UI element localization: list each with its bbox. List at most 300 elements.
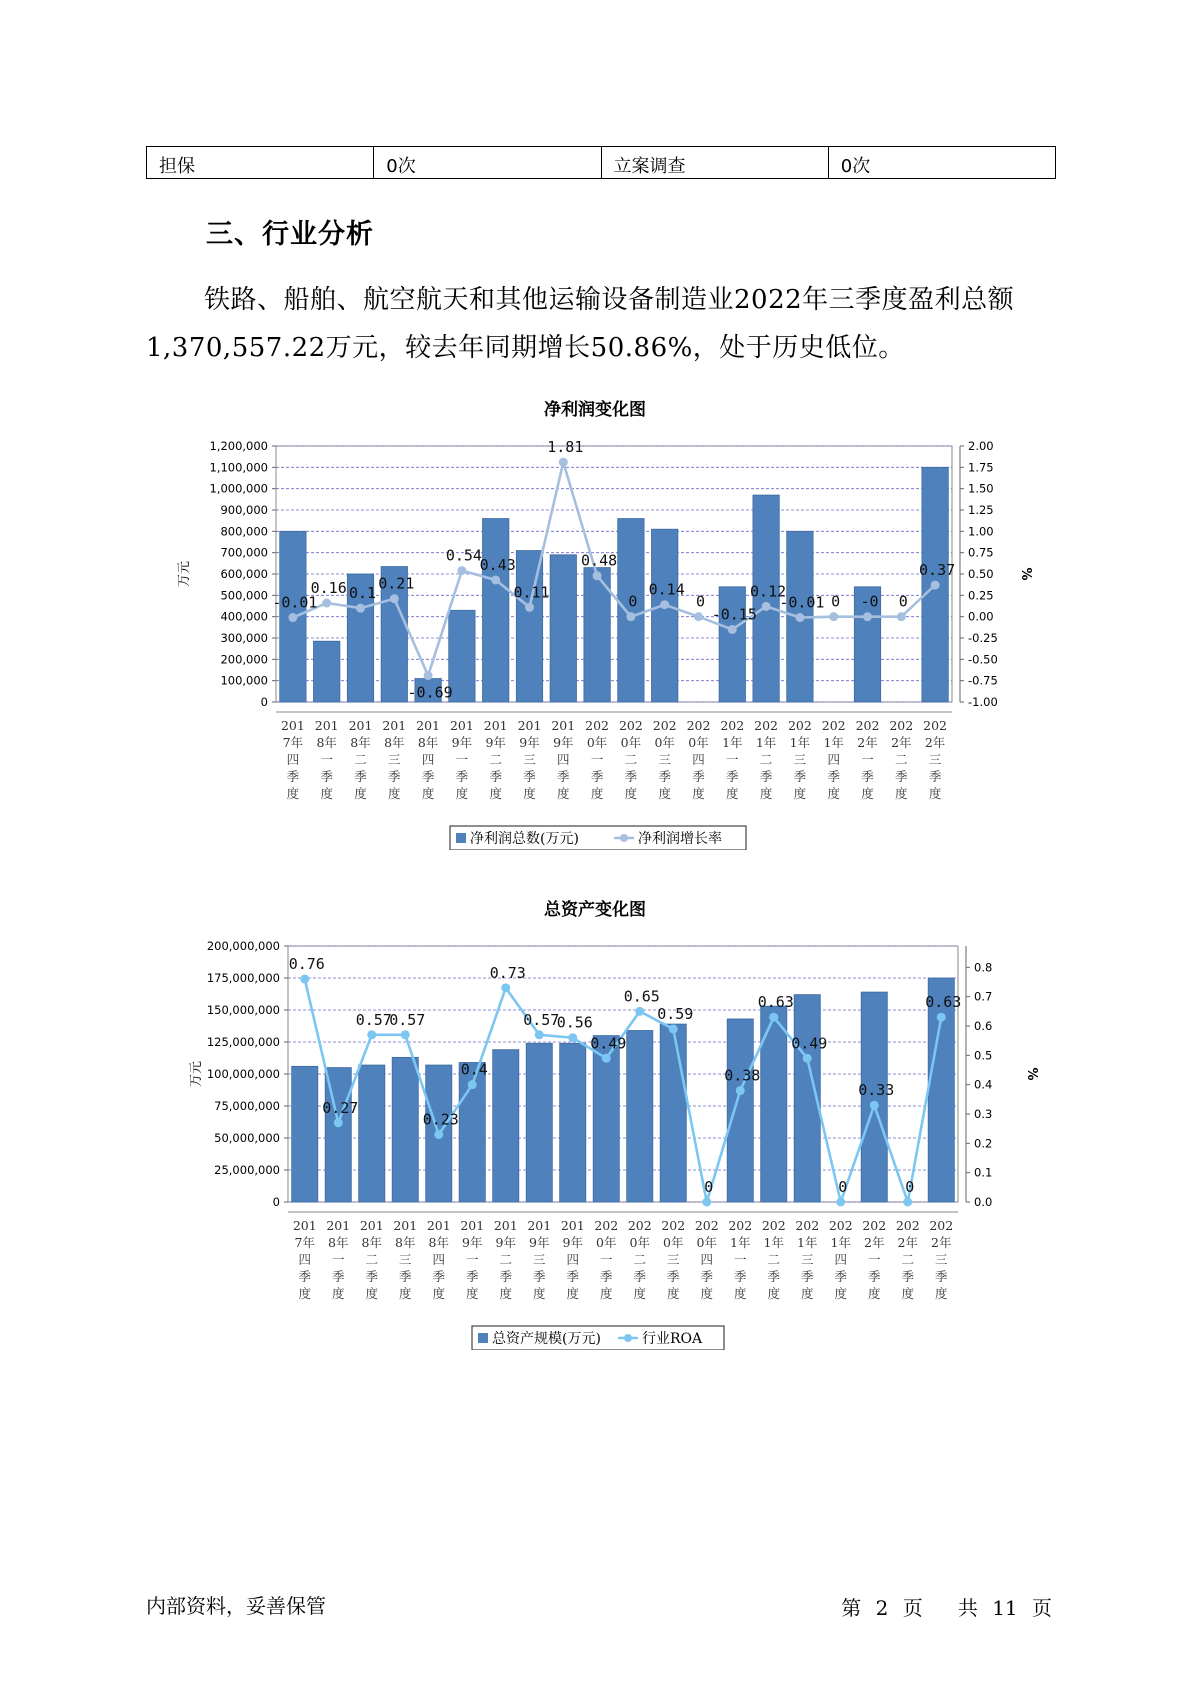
x-tick-label: 二 [489, 752, 502, 767]
x-tick-label: 0年 [696, 1235, 717, 1250]
line-point [568, 1033, 577, 1042]
bar [550, 555, 576, 702]
total-assets-chart [0, 890, 1191, 1350]
x-tick-label: 季 [624, 769, 638, 784]
x-tick-label: 四 [557, 752, 570, 767]
line-point [593, 571, 602, 580]
x-tick-label: 季 [800, 1269, 814, 1284]
line-point [836, 1198, 845, 1207]
y-axis-title: 万元 [177, 560, 192, 588]
data-label: 0.37 [919, 561, 956, 580]
x-tick-label: 季 [901, 1269, 915, 1284]
x-tick-label: 一 [599, 1252, 613, 1267]
x-tick-label: 度 [726, 786, 739, 801]
x-tick-label: 202 [923, 718, 948, 733]
x-tick-label: 8年 [384, 735, 405, 750]
x-tick-label: 四 [432, 1252, 446, 1267]
x-tick-label: 1年 [755, 735, 777, 750]
x-tick-label: 度 [692, 786, 705, 801]
y-tick-label: 600,000 [220, 567, 268, 581]
x-tick-label: 0年 [688, 735, 709, 750]
y-tick-label: 500,000 [220, 588, 268, 603]
x-tick-label: 7年 [294, 1235, 315, 1250]
x-tick-label: 季 [320, 769, 333, 784]
data-label: 0 [898, 592, 908, 611]
y2-tick-label: 0.50 [968, 567, 994, 581]
net-profit-chart [0, 390, 1191, 850]
total-prefix: 共 [957, 1596, 978, 1620]
x-tick-label: 一 [861, 752, 874, 767]
line-point [635, 1007, 644, 1016]
x-tick-label: 度 [733, 1286, 747, 1301]
x-tick-label: 201 [393, 1218, 418, 1233]
x-tick-label: 202 [627, 1218, 652, 1233]
x-tick-label: 季 [633, 1269, 647, 1284]
x-tick-label: 季 [928, 769, 942, 784]
y-tick-label: 200,000 [220, 652, 268, 667]
line-point [401, 1030, 410, 1039]
x-tick-label: 201 [382, 718, 407, 733]
section-paragraph: 铁路、船舶、航空航天和其他运输设备制造业2022年三季度盈利总额1,370,557.22万元，较去年同期增长50.86%，处于历史低位。 [146, 285, 1015, 363]
x-tick-label: 202 [787, 718, 812, 733]
x-tick-label: 二 [354, 752, 367, 767]
x-tick-label: 一 [867, 1252, 881, 1267]
data-label: 0 [838, 1178, 848, 1196]
x-tick-label: 度 [354, 786, 367, 801]
x-tick-label: 202 [895, 1218, 920, 1233]
legend-bar-label: 总资产规模(万元) [492, 1331, 601, 1347]
x-tick-label: 一 [590, 752, 604, 767]
data-label: 0.57 [355, 1010, 392, 1029]
line-point [525, 603, 534, 612]
data-label: 0.56 [556, 1013, 593, 1032]
data-label: 0.63 [925, 993, 962, 1012]
line-point [468, 1080, 477, 1089]
line-point [769, 1013, 778, 1022]
data-label: 0 [704, 1178, 714, 1196]
data-label: 0.21 [378, 574, 415, 593]
y2-tick-label: -0.75 [968, 673, 998, 688]
x-tick-label: 度 [532, 1286, 546, 1301]
line-point [762, 602, 771, 611]
x-tick-label: 202 [761, 1218, 786, 1233]
data-label: 0 [831, 592, 841, 611]
y-tick-label: 0 [260, 695, 268, 709]
x-tick-label: 季 [532, 1269, 546, 1284]
line-point [491, 575, 500, 584]
bar [392, 1057, 418, 1202]
x-tick-label: 2年 [864, 1235, 885, 1250]
table-cell-value-guarantee: 0次 [374, 147, 601, 179]
bar [314, 641, 340, 702]
x-tick-label: 201 [314, 718, 339, 733]
line-point [931, 581, 940, 590]
line-point [434, 1130, 443, 1139]
x-tick-label: 201 [560, 1218, 585, 1233]
x-tick-label: 三 [398, 1252, 412, 1267]
x-tick-label: 季 [590, 769, 604, 784]
y2-axis-title: % [1024, 1067, 1039, 1081]
x-tick-label: 度 [658, 786, 671, 801]
x-tick-label: 二 [365, 1252, 379, 1267]
line-point [728, 625, 737, 634]
x-tick-label: 201 [460, 1218, 485, 1233]
section-title: 三、行业分析 [206, 219, 374, 250]
data-label: -0.15 [711, 605, 757, 624]
x-tick-label: 四 [700, 1252, 714, 1267]
x-tick-label: 1年 [789, 735, 811, 750]
x-tick-label: 202 [686, 718, 711, 733]
x-tick-label: 季 [523, 769, 536, 784]
data-label: 0.63 [757, 993, 794, 1012]
x-tick-label: 1年 [722, 735, 743, 750]
total-unit: 页 [1032, 1596, 1052, 1620]
line-point [334, 1118, 343, 1127]
y-tick-label: 150,000,000 [206, 1003, 280, 1017]
x-tick-label: 202 [754, 718, 779, 733]
x-tick-label: 三 [934, 1252, 948, 1267]
data-label: 0.54 [445, 546, 482, 565]
y-tick-label: 75,000,000 [214, 1099, 280, 1113]
x-tick-label: 201 [483, 718, 508, 733]
table-cell-label-guarantee: 担保 [147, 147, 374, 179]
x-tick-label: 度 [455, 786, 469, 801]
bar [560, 1043, 586, 1202]
data-label: 0.57 [389, 1010, 426, 1029]
x-tick-label: 9年 [495, 1235, 516, 1250]
table-cell-label-investigation: 立案调查 [601, 147, 828, 179]
x-tick-label: 季 [432, 1269, 446, 1284]
x-tick-label: 0年 [620, 735, 642, 750]
x-tick-label: 2年 [897, 1235, 918, 1250]
x-tick-label: 度 [895, 786, 908, 801]
line-point [897, 612, 906, 621]
x-tick-label: 季 [388, 769, 401, 784]
x-tick-label: 9年 [519, 735, 540, 750]
x-tick-label: 202 [862, 1218, 887, 1233]
x-tick-label: 8年 [328, 1235, 349, 1250]
x-tick-label: 1年 [823, 735, 844, 750]
x-tick-label: 度 [320, 786, 333, 801]
x-tick-label: 0年 [586, 735, 608, 750]
x-tick-label: 9年 [529, 1235, 550, 1250]
x-tick-label: 三 [928, 752, 942, 767]
x-tick-label: 一 [455, 752, 469, 767]
x-tick-label: 季 [895, 769, 908, 784]
page-prefix: 第 [841, 1596, 862, 1620]
x-tick-label: 四 [692, 752, 705, 767]
x-tick-label: 202 [795, 1218, 820, 1233]
x-tick-label: 季 [658, 769, 671, 784]
y2-tick-label: -0.25 [968, 631, 998, 645]
x-tick-label: 三 [388, 752, 401, 767]
y-tick-label: 1,200,000 [209, 439, 268, 453]
y-tick-label: 100,000 [220, 673, 268, 688]
x-tick-label: 季 [499, 1269, 513, 1284]
line-point [322, 599, 331, 608]
x-tick-label: 201 [326, 1218, 351, 1233]
x-tick-label: 季 [692, 769, 705, 784]
x-tick-label: 季 [666, 1269, 680, 1284]
x-tick-label: 202 [652, 718, 677, 733]
bar [727, 1019, 753, 1202]
chart-title: 净利润变化图 [544, 400, 646, 420]
line-point [803, 1054, 812, 1063]
chart-title: 总资产变化图 [544, 900, 646, 920]
y-tick-label: 1,100,000 [209, 460, 268, 475]
y-tick-label: 175,000,000 [206, 971, 280, 985]
data-label: 0.43 [479, 555, 516, 574]
legend-bar-swatch [456, 833, 466, 843]
x-tick-label: 度 [767, 1286, 781, 1301]
x-tick-label: 季 [793, 769, 807, 784]
bar [359, 1065, 385, 1202]
x-tick-label: 季 [599, 1269, 613, 1284]
line-point [937, 1013, 946, 1022]
y2-tick-label: 1.00 [968, 524, 994, 539]
x-tick-label: 季 [398, 1269, 412, 1284]
y2-tick-label: 0.00 [968, 609, 994, 624]
y2-tick-label: 0.0 [974, 1195, 993, 1209]
line-point [870, 1101, 879, 1110]
line-point [535, 1030, 544, 1039]
x-tick-label: 202 [728, 1218, 753, 1233]
x-tick-label: 三 [800, 1252, 814, 1267]
y2-tick-label: 0.5 [974, 1048, 993, 1063]
x-tick-label: 2年 [891, 735, 912, 750]
data-label: 0.73 [489, 963, 526, 982]
x-tick-label: 度 [934, 1286, 948, 1301]
x-tick-label: 度 [700, 1286, 714, 1301]
x-tick-label: 202 [594, 1218, 619, 1233]
x-tick-label: 2年 [857, 735, 878, 750]
x-tick-label: 度 [398, 1286, 412, 1301]
x-tick-label: 度 [800, 1286, 814, 1301]
table-row [147, 147, 1056, 179]
x-tick-label: 202 [828, 1218, 853, 1233]
x-tick-label: 季 [759, 769, 773, 784]
x-tick-label: 8年 [316, 735, 337, 750]
data-label: -0.01 [272, 593, 318, 612]
x-tick-label: 季 [700, 1269, 714, 1284]
data-label: 0.4 [460, 1060, 488, 1079]
x-tick-label: 201 [426, 1218, 451, 1233]
data-label: 0.33 [858, 1081, 895, 1100]
x-tick-label: 1年 [830, 1235, 851, 1250]
line-point [602, 1054, 611, 1063]
x-tick-label: 二 [895, 752, 908, 767]
x-tick-label: 季 [733, 1269, 747, 1284]
x-tick-label: 度 [834, 1286, 848, 1301]
x-tick-label: 四 [834, 1252, 848, 1267]
data-label: 0.1 [348, 584, 377, 603]
legend-bar-swatch [478, 1333, 488, 1343]
data-label: -0.69 [407, 683, 453, 702]
x-tick-label: 1年 [797, 1235, 818, 1250]
x-tick-label: 度 [421, 786, 435, 801]
y-tick-label: 700,000 [220, 545, 268, 560]
x-tick-label: 202 [720, 718, 745, 733]
line-point [501, 983, 510, 992]
x-tick-label: 8年 [350, 735, 371, 750]
x-tick-label: 度 [590, 786, 604, 801]
x-tick-label: 201 [493, 1218, 518, 1233]
x-tick-label: 0年 [654, 735, 675, 750]
x-tick-label: 季 [566, 1269, 580, 1284]
x-tick-label: 202 [855, 718, 880, 733]
y-tick-label: 800,000 [220, 524, 268, 539]
x-tick-label: 度 [666, 1286, 680, 1301]
line-point [626, 612, 635, 621]
x-tick-label: 四 [566, 1252, 580, 1267]
line-point [829, 612, 838, 621]
x-tick-label: 季 [726, 769, 739, 784]
line-point [736, 1086, 745, 1095]
line-point [356, 604, 365, 613]
y-tick-label: 900,000 [220, 503, 268, 517]
x-tick-label: 度 [286, 786, 300, 801]
bar [928, 978, 954, 1202]
data-label: 0 [905, 1178, 915, 1196]
x-tick-label: 202 [585, 718, 610, 733]
line-point [367, 1030, 376, 1039]
x-tick-label: 度 [793, 786, 807, 801]
total-num: 11 [992, 1596, 1018, 1620]
page-unit: 页 [902, 1596, 923, 1620]
x-tick-label: 四 [421, 752, 435, 767]
y-tick-label: 200,000,000 [206, 939, 280, 953]
x-tick-label: 季 [331, 1269, 345, 1284]
y2-tick-label: 0.75 [968, 545, 994, 560]
x-tick-label: 一 [320, 752, 333, 767]
x-tick-label: 二 [633, 1252, 647, 1267]
data-label: 0.49 [791, 1034, 828, 1053]
x-tick-label: 8年 [417, 735, 439, 750]
x-tick-label: 度 [861, 786, 874, 801]
data-label: 0.23 [422, 1110, 459, 1129]
x-tick-label: 二 [901, 1252, 915, 1267]
data-label: 0.49 [590, 1034, 627, 1053]
bar [719, 587, 745, 702]
x-tick-label: 8年 [395, 1235, 416, 1250]
x-tick-label: 度 [298, 1286, 312, 1301]
y2-tick-label: 0.8 [974, 960, 993, 975]
x-tick-label: 201 [280, 718, 305, 733]
x-tick-label: 度 [566, 1286, 580, 1301]
y2-tick-label: 0.1 [974, 1165, 993, 1180]
data-label: -0.01 [779, 593, 825, 612]
y-tick-label: 300,000 [220, 631, 268, 645]
table-cell-value-investigation: 0次 [828, 147, 1055, 179]
bar [493, 1050, 519, 1202]
x-tick-label: 9年 [562, 1235, 583, 1250]
x-tick-label: 2年 [931, 1235, 952, 1250]
x-tick-label: 201 [517, 718, 542, 733]
y-tick-label: 100,000,000 [206, 1067, 280, 1081]
x-tick-label: 201 [416, 718, 441, 733]
x-tick-label: 季 [767, 1269, 781, 1284]
x-tick-label: 三 [793, 752, 807, 767]
x-tick-label: 度 [759, 786, 773, 801]
bar [627, 1030, 653, 1202]
x-tick-label: 201 [551, 718, 576, 733]
x-tick-label: 9年 [451, 735, 473, 750]
line-point [903, 1198, 912, 1207]
x-tick-label: 9年 [462, 1235, 483, 1250]
x-tick-label: 202 [889, 718, 914, 733]
total-assets-chart-svg [0, 890, 1191, 1350]
x-tick-label: 四 [286, 752, 300, 767]
legend-line-label: 净利润增长率 [638, 831, 722, 847]
footer-confidential-note: 内部资料，妥善保管 [146, 1594, 326, 1618]
line-point [424, 671, 433, 680]
data-label: 0 [695, 592, 706, 611]
line-point [694, 612, 703, 621]
bar [292, 1066, 318, 1202]
x-tick-label: 202 [821, 718, 846, 733]
bar [652, 529, 678, 702]
x-tick-label: 度 [365, 1286, 379, 1301]
y-tick-label: 125,000,000 [206, 1035, 280, 1049]
line-point [669, 1024, 678, 1033]
y2-tick-label: 0.4 [974, 1077, 993, 1092]
x-tick-label: 201 [292, 1218, 317, 1233]
x-tick-label: 四 [298, 1252, 312, 1267]
x-tick-label: 一 [331, 1252, 345, 1267]
x-tick-label: 三 [523, 752, 536, 767]
net-profit-chart-svg [0, 390, 1191, 850]
legend-line-label: 行业ROA [642, 1331, 703, 1347]
line-point [559, 458, 568, 467]
x-tick-label: 0年 [663, 1235, 684, 1250]
x-tick-label: 季 [421, 769, 435, 784]
x-tick-label: 201 [449, 718, 474, 733]
x-tick-label: 二 [624, 752, 638, 767]
y2-tick-label: 1.75 [968, 460, 994, 475]
y-tick-label: 1,000,000 [209, 481, 268, 496]
x-tick-label: 一 [726, 752, 739, 767]
data-label: 0.14 [648, 580, 685, 599]
data-label: 0 [628, 592, 638, 611]
x-tick-label: 季 [489, 769, 502, 784]
x-tick-label: 度 [633, 1286, 647, 1301]
y2-tick-label: 0.3 [974, 1106, 993, 1121]
data-label: -0 [860, 592, 879, 611]
x-tick-label: 度 [928, 786, 942, 801]
x-tick-label: 1年 [730, 1235, 751, 1250]
data-label: 0.76 [288, 955, 325, 974]
x-tick-label: 季 [286, 769, 300, 784]
x-tick-label: 季 [827, 769, 840, 784]
x-tick-label: 一 [733, 1252, 747, 1267]
bar [483, 519, 509, 702]
y-tick-label: 50,000,000 [214, 1131, 280, 1145]
data-label: 0.38 [724, 1066, 761, 1085]
x-tick-label: 二 [759, 752, 773, 767]
x-tick-label: 1年 [763, 1235, 784, 1250]
x-tick-label: 201 [348, 718, 373, 733]
x-tick-label: 季 [365, 1269, 379, 1284]
line-point [660, 600, 669, 609]
x-tick-label: 202 [929, 1218, 954, 1233]
x-tick-label: 度 [624, 786, 638, 801]
footer-page-number [839, 1592, 1054, 1621]
y2-tick-label: 0.2 [974, 1136, 993, 1151]
x-tick-label: 0年 [596, 1235, 617, 1250]
x-tick-label: 201 [527, 1218, 552, 1233]
legend-bar-label: 净利润总数(万元) [470, 831, 579, 847]
x-tick-label: 度 [523, 786, 536, 801]
